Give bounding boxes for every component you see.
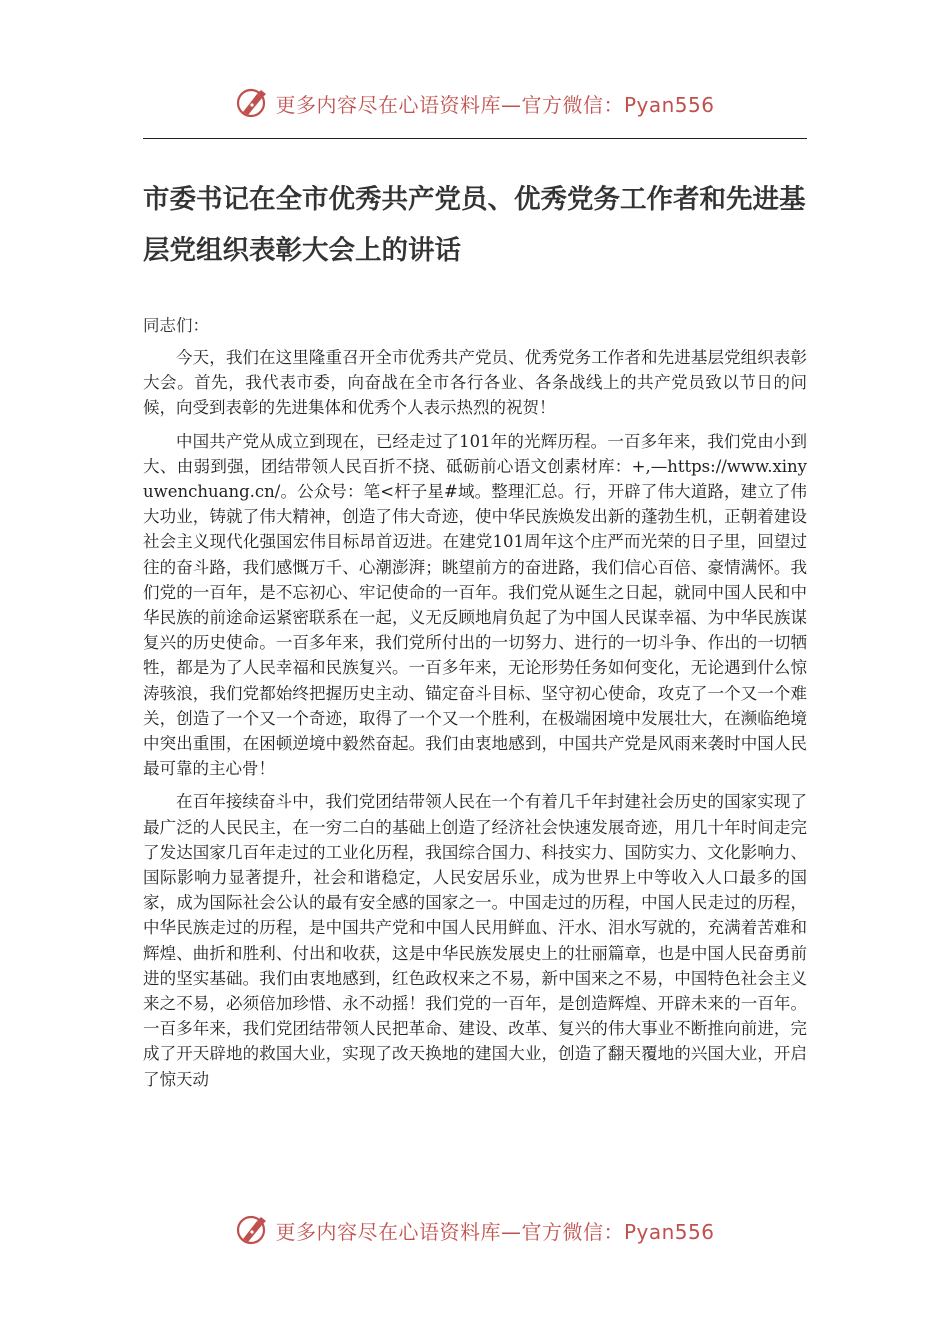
paragraph: 今天，我们在这里隆重召开全市优秀共产党员、优秀党务工作者和先进基层党组织表彰大会。首先，我代表市委，向奋战在全市各行各业、各条战线上的共产党员致以节日的问候，向受到表彰的先进集体和优秀个人表示热烈的祝贺！ — [143, 348, 807, 418]
paragraph: 中国共产党从成立到现在，已经走过了101年的光辉历程。一百多年来，我们党由小到大、由弱到强，团结带领人民百折不挠、砥砺前心语文创素材库：+,—https://www.xinyuwenchuang.cn/。公众号：笔<杆子星#域。整理汇总。行，开辟了伟大道路，建立了伟大功业，铸就了伟大精神，创造了伟大奇迹，使中华民族焕发出新的蓬勃生机，正朝着建设社会主义现代化强国宏伟目标昂首迈进。在建党101周年这个庄严而光荣的日子里，回望过往的奋斗路，我们感慨万千、心潮澎湃；眺望前方的奋进路，我们信心百倍、豪情满怀。我们党的一百年，是不忘初心、牢记使命的一百年。我们党从诞生之日起，就同中国人民和中华民族的前途命运紧密联系在一起，义无反顾地肩负起了为中国人民谋幸福、为中华民族谋复兴的历史使命。一百多年来，我们党所付出的一切努力、进行的一切斗争、作出的一切牺牲，都是为了人民幸福和民族复兴。一百多年来，无论形势任务如何变化，无论遇到什么惊涛骇浪，我们党都始终把握历史主动、锚定奋斗目标、坚守初心使命，攻克了一个又一个难关，创造了一个又一个奇迹，取得了一个又一个胜利，在极端困境中发展壮大，在濒临绝境中突出重围，在困顿逆境中毅然奋起。我们由衷地感到，中国共产党是风雨来袭时中国人民最可靠的主心骨！ — [143, 431, 807, 779]
salutation: 同志们： — [143, 316, 209, 335]
paragraph: 在百年接续奋斗中，我们党团结带领人民在一个有着几千年封建社会历史的国家实现了最广泛的人民民主，在一穷二白的基础上创造了经济社会快速发展奇迹，用几十年时间走完了发达国家几百年走过的工业化历程，我国综合国力、科技实力、国防实力、文化影响力、国际影响力显著提升，社会和谐稳定，人民安居乐业，成为世界上中等收入人口最多的国家，成为国际社会公认的最有安全感的国家之一。中国走过的历程，中国人民走过的历程，中华民族走过的历程，是中国共产党和中国人民用鲜血、汗水、泪水写就的，充满着苦难和辉煌、曲折和胜利、付出和收获，这是中华民族发展史上的壮丽篇章，也是中国人民奋勇前进的坚实基础。我们由衷地感到，红色政权来之不易，新中国来之不易，中国特色社会主义来之不易，必须倍加珍惜、永不动摇！我们党的一百年，是创造辉煌、开辟未来的一百年。一百多年来，我们党团结带领人民把革命、建设、改革、复兴的伟大事业不断推向前进，完成了开天辟地的救国大业，实现了改天换地的建国大业，创造了翻天覆地的兴国大业，开启了惊天动 — [143, 792, 807, 1089]
footer-banner[interactable] — [0, 1210, 950, 1250]
document-body — [143, 313, 807, 1100]
header-divider — [143, 138, 807, 139]
fountain-pen-logo-icon — [235, 86, 269, 120]
footer-banner-text: 更多内容尽在心语资料库—官方微信：Pyan556 — [275, 1219, 715, 1244]
header-banner-text: 更多内容尽在心语资料库—官方微信：Pyan556 — [275, 92, 715, 117]
document-title: 市委书记在全市优秀共产党员、优秀党务工作者和先进基层党组织表彰大会上的讲话 — [143, 184, 806, 266]
header-banner[interactable] — [0, 83, 950, 123]
fountain-pen-logo-icon — [235, 1213, 269, 1247]
